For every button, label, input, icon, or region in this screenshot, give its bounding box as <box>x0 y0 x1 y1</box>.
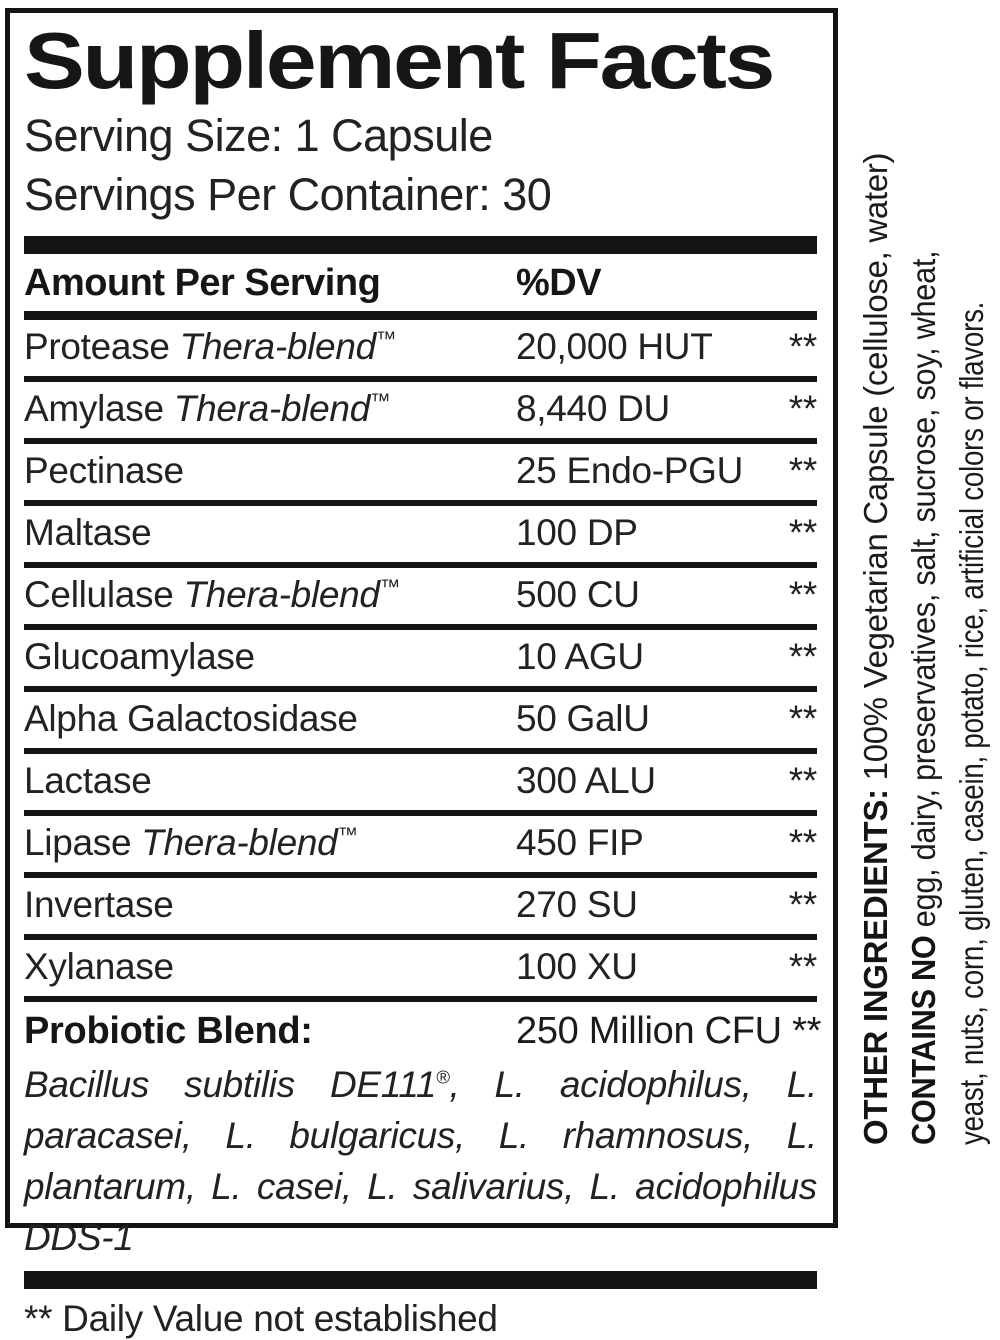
ingredient-name: Protease Thera-blend™ <box>24 326 396 367</box>
ingredient-dv: ** <box>788 698 817 739</box>
ingredient-dv: ** <box>788 884 817 925</box>
table-row <box>24 320 817 382</box>
ingredient-rows <box>24 320 817 1002</box>
ingredient-name: Pectinase <box>24 450 184 491</box>
ingredient-dv: ** <box>788 450 817 491</box>
table-row <box>24 506 817 568</box>
other-ingredients-sidebar <box>852 60 1000 1145</box>
species-post: , L. acidophilus, L. paracasei, L. bulgaricus, L. rhamnosus, L. plantarum, L. casei, L. salivarius, L. acidophilus DDS-1 <box>24 1064 818 1259</box>
thera-blend-mark: Thera-blend <box>141 822 338 863</box>
thera-blend-mark: Thera-blend <box>179 326 376 367</box>
header-amount-per-serving: Amount Per Serving <box>24 262 381 304</box>
ingredient-amount: 50 GalU <box>516 698 650 739</box>
table-header <box>24 254 817 320</box>
ingredient-amount: 100 XU <box>516 946 638 987</box>
ingredient-name: Lactase <box>24 760 152 801</box>
trademark-mark: ™ <box>369 390 391 413</box>
ingredient-dv: ** <box>788 760 817 801</box>
ingredient-dv: ** <box>788 636 817 677</box>
ingredient-amount: 25 Endo-PGU <box>516 450 744 491</box>
probiotic-species-list <box>24 1059 817 1263</box>
probiotic-blend-amount: 250 Million CFU ** <box>516 1010 822 1052</box>
ingredient-name: Invertase <box>24 884 174 925</box>
ingredient-dv: ** <box>788 822 817 863</box>
ingredient-name: Cellulase Thera-blend™ <box>24 574 400 615</box>
ingredient-dv: ** <box>788 512 817 553</box>
table-row <box>24 692 817 754</box>
ingredient-name: Amylase Thera-blend™ <box>24 388 391 429</box>
divider-thick-top <box>24 236 817 254</box>
trademark-mark: ™ <box>379 576 400 599</box>
table-row <box>24 816 817 878</box>
ingredient-amount: 20,000 HUT <box>516 326 713 367</box>
other-ingredients-text: 100% Vegetarian Capsule (cellulose, water) <box>857 152 894 790</box>
table-row <box>24 754 817 816</box>
table-row <box>24 382 817 444</box>
probiotic-blend-row <box>24 1002 822 1055</box>
thera-blend-mark: Thera-blend <box>173 388 370 429</box>
other-ingredients-label: OTHER INGREDIENTS: <box>857 789 894 1145</box>
ingredient-amount: 100 DP <box>516 512 638 553</box>
ingredient-dv: ** <box>788 946 817 987</box>
ingredient-amount: 300 ALU <box>516 760 656 801</box>
supplement-facts-panel <box>5 8 838 1340</box>
ingredient-name: Maltase <box>24 512 152 553</box>
trademark-mark: ™ <box>337 824 358 847</box>
divider-thick-bottom <box>24 1271 817 1289</box>
ingredient-dv: ** <box>788 388 817 429</box>
ingredient-dv: ** <box>788 326 817 367</box>
ingredient-name: Alpha Galactosidase <box>24 698 358 739</box>
servings-per-container: Servings Per Container: 30 <box>24 168 552 220</box>
ingredient-name: Lipase Thera-blend™ <box>24 822 358 863</box>
table-row <box>24 568 817 630</box>
trademark-mark: ™ <box>375 328 396 351</box>
contains-no-text: egg, dairy, preservatives, salt, sucrose, soy, wheat, <box>905 250 942 936</box>
daily-value-footnote: ** Daily Value not established <box>24 1298 498 1340</box>
ingredient-amount: 500 CU <box>516 574 640 615</box>
registered-mark: ® <box>436 1066 450 1088</box>
allergen-free-line <box>948 60 996 1145</box>
probiotic-blend-name: Probiotic Blend: <box>24 1010 313 1052</box>
table-row <box>24 878 817 940</box>
header-percent-dv: %DV <box>516 262 602 304</box>
contains-no-line <box>900 60 948 1145</box>
ingredient-amount: 450 FIP <box>516 822 644 863</box>
table-row <box>24 940 817 1002</box>
species-pre: Bacillus subtilis DE111 <box>24 1064 437 1105</box>
ingredient-name: Xylanase <box>24 946 174 987</box>
table-row <box>24 444 817 506</box>
ingredient-amount: 270 SU <box>516 884 638 925</box>
table-row <box>24 630 817 692</box>
allergen-free-text: yeast, nuts, corn, gluten, casein, potato, rice, artificial colors or flavors. <box>953 301 990 1145</box>
other-ingredients-line <box>852 60 900 1145</box>
ingredient-dv: ** <box>788 574 817 615</box>
contains-no-label: CONTAINS NO <box>905 935 942 1145</box>
thera-blend-mark: Thera-blend <box>183 574 380 615</box>
serving-size: Serving Size: 1 Capsule <box>24 110 493 161</box>
ingredient-name: Glucoamylase <box>24 636 255 677</box>
ingredient-amount: 8,440 DU <box>516 388 670 429</box>
panel-title: Supplement Facts <box>24 16 774 105</box>
ingredient-amount: 10 AGU <box>516 636 644 677</box>
